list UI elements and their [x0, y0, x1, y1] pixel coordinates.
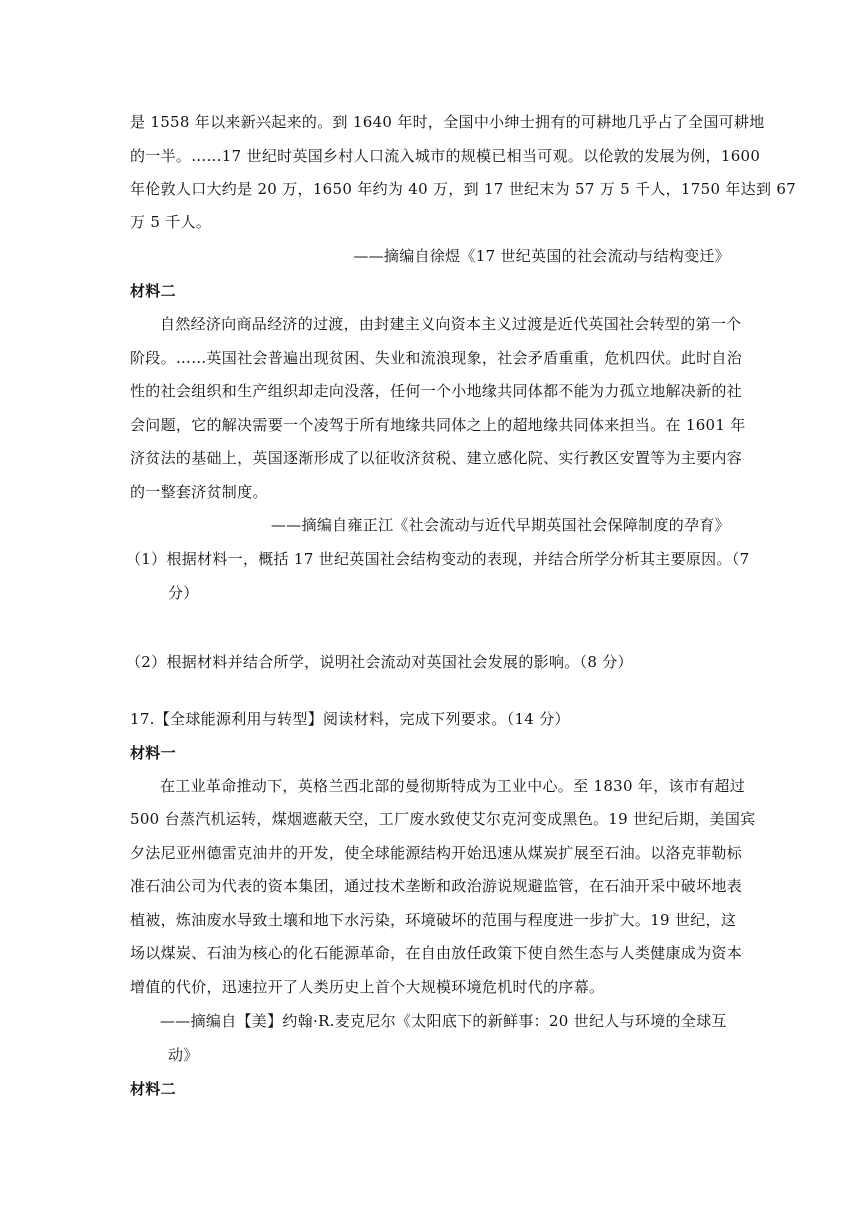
paragraph-line: 植被，炼油废水导致土壤和地下水污染，环境破坏的范围与程度进一步扩大。19 世纪，这 — [130, 911, 737, 929]
material-heading: 材料一 — [130, 744, 176, 762]
paragraph-line: 增值的代价，迅速拉开了人类历史上首个大规模环境危机时代的序幕。 — [130, 978, 605, 996]
source-citation-continued: 动》 — [168, 1046, 199, 1064]
paragraph-line: 万 5 千人。 — [130, 213, 212, 231]
question-1-continued: 分） — [168, 584, 199, 602]
paragraph-line: 会问题，它的解决需要一个凌驾于所有地缘共同体之上的超地缘共同体来担当。在 1601 年 — [130, 416, 746, 434]
paragraph-line: 济贫法的基础上，英国逐渐形成了以征收济贫税、建立感化院、实行教区安置等为主要内容 — [130, 449, 743, 467]
paragraph-line: 是 1558 年以来新兴起来的。到 1640 年时，全国中小绅士拥有的可耕地几乎占了全国可耕地 — [130, 113, 765, 131]
source-citation: ——摘编自【美】约翰·R.麦克尼尔《太阳底下的新鲜事：20 世纪人与环境的全球互 — [160, 1012, 727, 1030]
paragraph-line: 准石油公司为代表的资本集团，通过技术垄断和政治游说规避监管，在石油开采中破坏地表 — [130, 877, 743, 895]
paragraph-line: 的一整套济贫制度。 — [130, 483, 268, 501]
paragraph-line: 夕法尼亚州德雷克油井的开发，使全球能源结构开始迅速从煤炭扩展至石油。以洛克菲勒标 — [130, 844, 743, 862]
question-1: （1）根据材料一，概括 17 世纪英国社会结构变动的表现，并结合所学分析其主要原因。（7 — [126, 550, 750, 568]
source-citation: ——摘编自徐煜《17 世纪英国的社会流动与结构变迁》 — [353, 247, 730, 265]
paragraph-line: 500 台蒸汽机运转，煤烟遮蔽天空，工厂废水致使艾尔克河变成黑色。19 世纪后期，美国宾 — [130, 810, 756, 828]
material-heading: 材料二 — [130, 282, 176, 300]
paragraph-line: 的一半。……17 世纪时英国乡村人口流入城市的规模已相当可观。以伦敦的发展为例，1600 — [130, 147, 761, 165]
paragraph-line: 阶段。……英国社会普遍出现贫困、失业和流浪现象，社会矛盾重重，危机四伏。此时自治 — [130, 349, 743, 367]
question-17-heading: 17.【全球能源利用与转型】阅读材料，完成下列要求。（14 分） — [130, 710, 570, 728]
paragraph-line: 场以煤炭、石油为核心的化石能源革命，在自由放任政策下使自然生态与人类健康成为资本 — [130, 944, 743, 962]
paragraph-line: 性的社会组织和生产组织却走向没落，任何一个小地缘共同体都不能为力孤立地解决新的社 — [130, 382, 743, 400]
material-heading: 材料二 — [130, 1080, 176, 1098]
paragraph-line: 自然经济向商品经济的过渡，由封建主义向资本主义过渡是近代英国社会转型的第一个 — [160, 315, 742, 333]
source-citation: ——摘编自雍正江《社会流动与近代早期英国社会保障制度的孕育》 — [270, 516, 730, 534]
paragraph-line: 在工业革命推动下，英格兰西北部的曼彻斯特成为工业中心。至 1830 年，该市有超过 — [160, 777, 746, 795]
paragraph-line: 年伦敦人口大约是 20 万，1650 年约为 40 万，到 17 世纪末为 57 万 5 千人，1750 年达到 67 — [130, 180, 797, 198]
question-2: （2）根据材料并结合所学，说明社会流动对英国社会发展的影响。（8 分） — [126, 653, 633, 671]
